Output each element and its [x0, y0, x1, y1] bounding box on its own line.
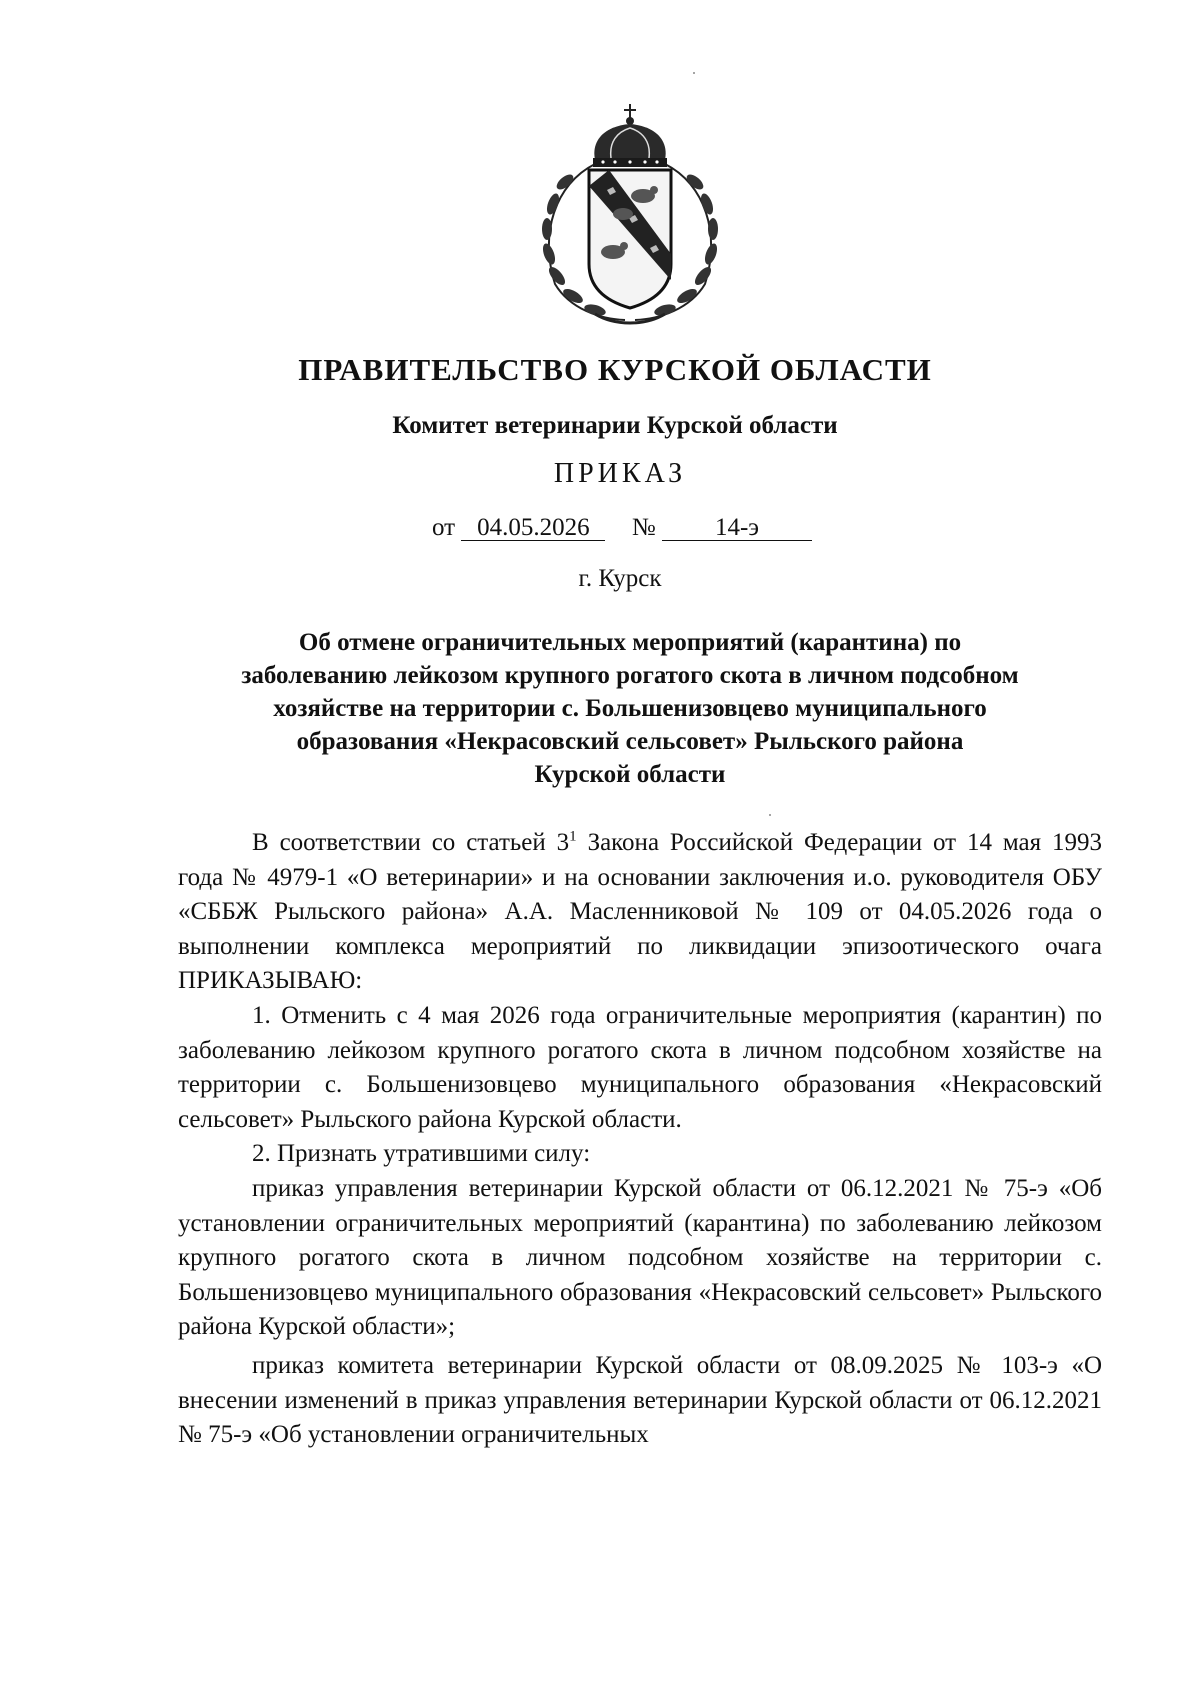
repealed-order-2: приказ комитета ветеринарии Курской области от 08.09.2025 № 103-э «О внесении изменений в приказ управления ветеринарии Курской области от 06.12.2021 № 75-э «Об установлении ограничительных [178, 1351, 1102, 1449]
order-item-2: 2. Признать утратившими силу: [252, 1140, 591, 1168]
number-prefix: № [631, 514, 656, 541]
order-item-1: 1. Отменить с 4 мая 2026 года ограничительные мероприятия (карантин) по заболеванию лейкозом крупного рогатого скота в личном подсобном хозяйстве на территории с. Большенизовцево муниципального образования «Некрасовский сельсовет» Рыльского района Курской области. [178, 1001, 1102, 1133]
document-heading [150, 626, 1110, 791]
heading-line: хозяйстве на территории с. Большенизовцево муниципального [273, 695, 987, 722]
date-prefix: от [432, 514, 456, 541]
document-type: ПРИКАЗ [553, 458, 687, 489]
heading-line: заболеванию лейкозом крупного рогатого скота в личном подсобном [241, 662, 1019, 689]
document-date: 04.05.2026 [461, 516, 605, 541]
heading-line: Об отмене ограничительных мероприятий (карантина) по [298, 629, 962, 656]
committee-name: Комитет ветеринарии Курской области [392, 412, 838, 439]
government-title: ПРАВИТЕЛЬСТВО КУРСКОЙ ОБЛАСТИ [298, 352, 932, 387]
document-body [178, 826, 1102, 1453]
repealed-order-1: приказ управления ветеринарии Курской области от 06.12.2021 № 75-э «Об установлении ограничительных мероприятий (карантина) по заболеванию лейкозом крупного рогатого скота в личном подсобном хозяйстве на территории с. Большенизовцево муниципального образования «Некрасовский сельсовет» Рыльского района Курской области»; [178, 1174, 1102, 1341]
kursk-coat-of-arms-emblem [525, 104, 735, 330]
document-number: 14-э [662, 516, 812, 541]
preamble-paragraph: В соответствии со статьей $3^1$ Закона Российской Федерации от 14 мая 1993 года № 4979-1 «О ветеринарии» и на основании заключения и.о. руководителя ОБУ «СББЖ Рыльского района» А.А. Масленниковой № 109 от 04.05.2026 года о выполнении комплекса мероприятий по ликвидации эпизоотического очага ПРИКАЗЫВАЮ: [178, 828, 1102, 995]
city: г. Курск [578, 565, 662, 592]
superscript: 1 [569, 828, 577, 845]
date-number-line [432, 514, 812, 542]
heading-line: образования «Некрасовский сельсовет» Рыльского района [296, 728, 964, 755]
heading-line: Курской области [534, 761, 726, 788]
